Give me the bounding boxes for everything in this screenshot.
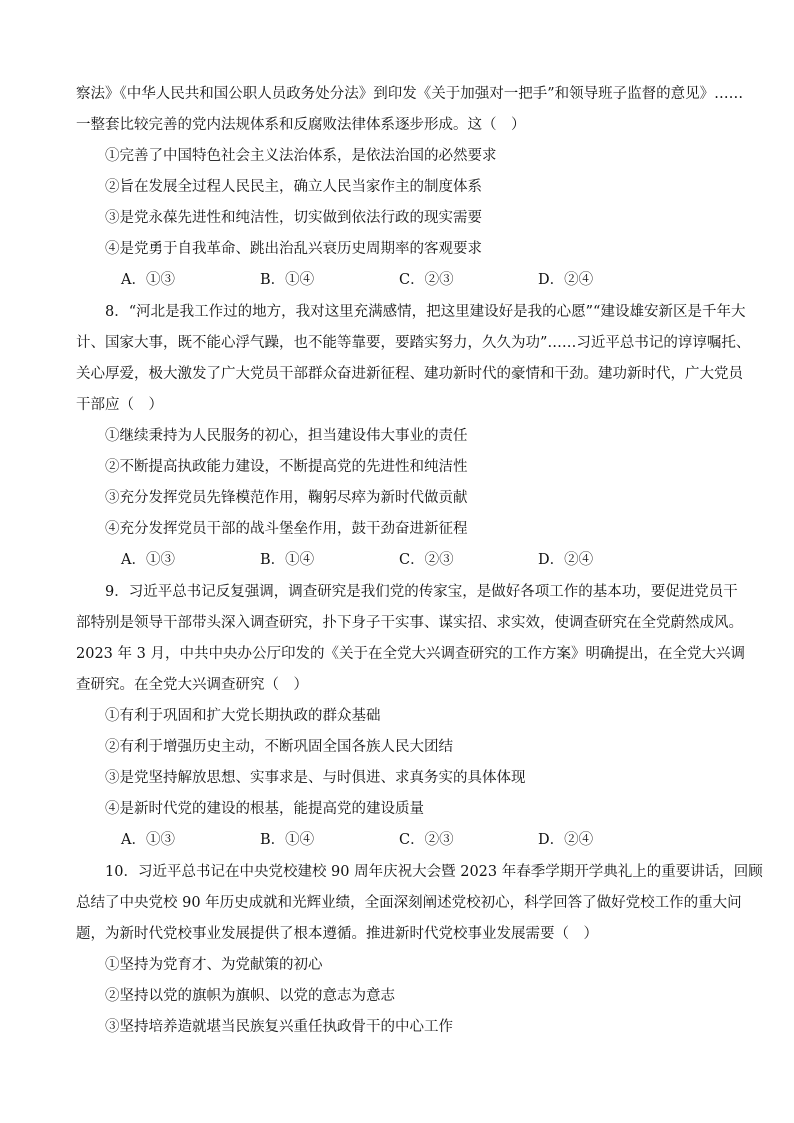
option-c: C．②③ (399, 832, 454, 848)
question-text-line: 干部应（ ） (76, 397, 163, 413)
statement-3: ③是党坚持解放思想、实事求是、与时俱进、求真务实的具体体现 (105, 770, 526, 786)
statement-1: ①坚持为党育才、为党献策的初心 (105, 957, 323, 973)
question-text-line: 2023 年 3 月，中共中央办公厅印发的《关于在全党大兴调查研究的工作方案》明确提出，在全党大兴调 (76, 646, 745, 662)
statement-2: ②不断提高执政能力建设，不断提高党的先进性和纯洁性 (105, 459, 468, 475)
answer-options (121, 550, 677, 570)
option-a: A．①③ (121, 552, 175, 568)
question-text-line: 一整套比较完善的党内法规体系和反腐败法律体系逐步形成。这（ ） (76, 117, 526, 133)
option-b: B．①④ (260, 832, 315, 848)
option-b: B．①④ (260, 272, 315, 288)
option-c: C．②③ (399, 272, 454, 288)
question-text-line: 关心厚爱，极大激发了广大党员干部群众奋进新征程、建功新时代的豪情和干劲。建功新时代，广大党员 (76, 366, 743, 382)
statement-2: ②坚持以党的旗帜为旗帜、以党的意志为意志 (105, 988, 395, 1004)
statement-3: ③充分发挥党员先锋模范作用，鞠躬尽瘁为新时代做贡献 (105, 490, 468, 506)
statement-1: ①完善了中国特色社会主义法治体系，是依法治国的必然要求 (105, 148, 497, 164)
question-text-line: 部特别是领导干部带头深入调查研究，扑下身子干实事、谋实招、求实效，使调查研究在全党蔚然成风。 (76, 615, 743, 631)
statement-2: ②旨在发展全过程人民民主，确立人民当家作主的制度体系 (105, 179, 482, 195)
option-d: D．②④ (538, 832, 594, 848)
question-text-line: 查研究。在全党大兴调查研究（ ） (76, 677, 308, 693)
option-c: C．②③ (399, 552, 454, 568)
question-text-line: 总结了中央党校 90 年历史成就和光辉业绩，全面深刻阐述党校初心，科学回答了做好党校工作的重大问 (76, 895, 742, 911)
statement-2: ②有利于增强历史主动，不断巩固全国各族人民大团结 (105, 739, 453, 755)
option-a: A．①③ (121, 832, 175, 848)
option-d: D．②④ (538, 552, 594, 568)
answer-options (121, 270, 677, 290)
question-text-line: 题，为新时代党校事业发展提供了根本遵循。推进新时代党校事业发展需要（ ） (76, 926, 598, 942)
statement-1: ①继续秉持为人民服务的初心，担当建设伟大事业的责任 (105, 428, 468, 444)
question-9-stem: 9．习近平总书记反复强调，调查研究是我们党的传家宝，是做好各项工作的基本功，要促进党员干 (105, 584, 738, 600)
statement-4: ④充分发挥党员干部的战斗堡垒作用，鼓干劲奋进新征程 (105, 521, 468, 537)
question-10-stem: 10．习近平总书记在中央党校建校 90 周年庆祝大会暨 2023 年春季学期开学典礼上的重要讲话，回顾 (105, 864, 763, 880)
option-d: D．②④ (538, 272, 594, 288)
statement-4: ④是党勇于自我革命、跳出治乱兴衰历史周期率的客观要求 (105, 241, 482, 257)
option-a: A．①③ (121, 272, 175, 288)
question-text-line: 察法》《中华人民共和国公职人员政务处分法》到印发《关于加强对一把手”和领导班子监督的意见》…… (76, 86, 744, 102)
statement-3: ③坚持培养造就堪当民族复兴重任执政骨干的中心工作 (105, 1019, 453, 1035)
question-text-line: 计、国家大事，既不能心浮气躁，也不能等靠要，要踏实努力，久久为功”……习近平总书记的谆谆嘱托、 (76, 335, 751, 351)
option-b: B．①④ (260, 552, 315, 568)
statement-4: ④是新时代党的建设的根基，能提高党的建设质量 (105, 801, 424, 817)
question-8-stem: 8．“河北是我工作过的地方，我对这里充满感情，把这里建设好是我的心愿”“建设雄安新区是千年大 (105, 304, 746, 320)
statement-3: ③是党永葆先进性和纯洁性，切实做到依法行政的现实需要 (105, 210, 482, 226)
statement-1: ①有利于巩固和扩大党长期执政的群众基础 (105, 708, 381, 724)
answer-options (121, 830, 677, 850)
